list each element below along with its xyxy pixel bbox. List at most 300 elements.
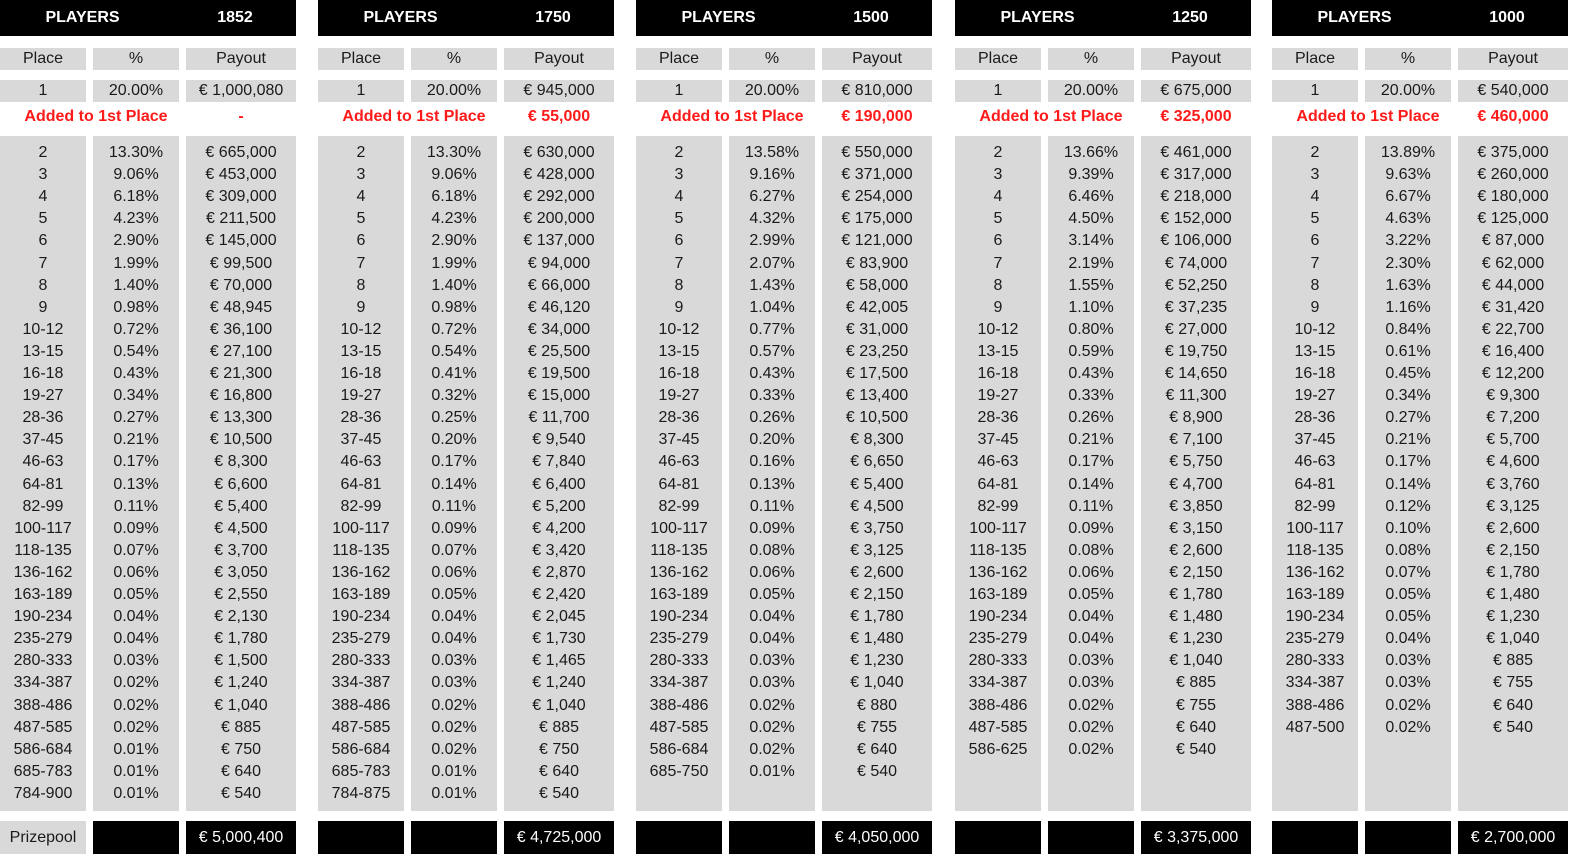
table-row-percent: 0.21% — [1385, 431, 1431, 449]
table-row-percent: 0.14% — [1068, 475, 1114, 493]
table-row-percent: 13.66% — [1063, 144, 1119, 161]
table-row-percent: 0.02% — [1068, 740, 1114, 758]
table-row-payout: € 23,250 — [845, 342, 909, 360]
table-row-place: 388-486 — [1285, 696, 1345, 714]
table-row-percent: 0.07% — [1385, 563, 1431, 581]
table-row-place: 190-234 — [968, 608, 1028, 626]
table-row-place: 5 — [674, 210, 684, 228]
table-row-payout: € 1,480 — [1169, 608, 1223, 626]
table-row-percent: 0.04% — [113, 630, 159, 648]
column-header-payout: Payout — [186, 48, 296, 70]
first-place-percent: 20.00% — [1365, 80, 1451, 102]
table-row-place: 100-117 — [1286, 519, 1344, 537]
table-row-place: 9 — [1310, 298, 1320, 316]
column-header-percent: % — [411, 48, 497, 70]
added-to-first-value: € 190,000 — [841, 108, 913, 125]
table-row-place: 4 — [1310, 188, 1320, 206]
table-row-payout: € 17,500 — [845, 365, 909, 382]
table-row-payout: € 2,870 — [532, 563, 586, 581]
table-row-place: 586-684 — [649, 740, 709, 758]
players-label: PLAYERS — [45, 9, 120, 26]
table-row-payout: € 94,000 — [527, 254, 591, 272]
table-row-place: 334-387 — [13, 674, 73, 692]
table-row-place: 7 — [356, 254, 366, 272]
table-row-percent: 0.02% — [113, 674, 159, 692]
table-row-place: 5 — [356, 210, 366, 228]
table-row-place: 37-45 — [1294, 431, 1336, 449]
place-column — [636, 136, 722, 811]
footer-blank-cell — [93, 821, 179, 854]
table-row-payout: € 6,650 — [850, 453, 904, 471]
table-row-percent: 0.11% — [113, 497, 159, 515]
table-row-percent: 0.34% — [113, 387, 159, 405]
column-header-place: Place — [636, 48, 722, 70]
table-row-payout: € 640 — [1175, 718, 1217, 736]
table-row-percent: 1.43% — [749, 276, 795, 294]
payout-table-1750 — [318, 0, 614, 854]
table-row-payout: € 3,750 — [850, 519, 904, 537]
table-row-payout: € 16,400 — [1481, 342, 1545, 360]
table-row-payout: € 5,700 — [1486, 431, 1540, 449]
table-row-payout: € 2,150 — [1169, 563, 1223, 581]
table-row-payout: € 2,600 — [1486, 519, 1540, 537]
table-row-percent: 0.03% — [1068, 674, 1114, 692]
table-row-percent: 0.26% — [1068, 409, 1114, 427]
table-row-place: 16-18 — [22, 365, 64, 382]
table-row-percent: 0.13% — [113, 475, 159, 493]
table-row-percent: 0.59% — [1068, 342, 1114, 360]
table-row-place: 190-234 — [331, 608, 391, 626]
table-row-payout: € 1,730 — [532, 630, 586, 648]
added-to-first-value: € 325,000 — [1160, 108, 1232, 125]
prizepool-value: € 3,375,000 — [1141, 821, 1251, 854]
table-row-place: 136-162 — [13, 563, 73, 581]
added-to-first-row — [318, 105, 614, 129]
table-row-place: 487-585 — [649, 718, 709, 736]
table-row-payout: € 121,000 — [841, 232, 913, 250]
table-row-payout: € 27,000 — [1164, 320, 1228, 338]
table-row-place: 82-99 — [977, 497, 1019, 515]
table-row-percent: 0.03% — [113, 652, 159, 670]
table-row-place: 487-585 — [331, 718, 391, 736]
table-row-payout: € 2,130 — [214, 608, 268, 626]
table-row-payout: € 106,000 — [1160, 232, 1232, 250]
table-row-percent: 0.26% — [749, 409, 795, 427]
table-row-place: 118-135 — [14, 541, 72, 559]
table-row-percent: 0.04% — [1068, 608, 1114, 626]
table-row-payout: € 640 — [538, 762, 580, 780]
table-row-percent: 0.84% — [1385, 320, 1431, 338]
table-row-percent: 0.01% — [113, 762, 159, 780]
table-row-percent: 4.63% — [1385, 210, 1431, 228]
table-row-place: 19-27 — [22, 387, 64, 405]
players-header — [318, 0, 614, 36]
table-row-place: 5 — [993, 210, 1003, 228]
players-count: 1500 — [853, 9, 889, 26]
table-row-place: 3 — [38, 166, 48, 184]
table-row-percent: 0.01% — [113, 740, 159, 758]
table-row-percent: 0.43% — [1068, 365, 1114, 382]
table-row-payout: € 8,900 — [1169, 409, 1223, 427]
table-row-place: 19-27 — [340, 387, 382, 405]
column-header-payout: Payout — [822, 48, 932, 70]
table-row-percent: 0.54% — [431, 342, 477, 360]
table-row-place: 6 — [38, 232, 48, 250]
table-row-percent: 0.77% — [749, 320, 795, 338]
table-row-place: 7 — [38, 254, 48, 272]
table-row-payout: € 453,000 — [205, 166, 277, 184]
table-row-place: 37-45 — [22, 431, 64, 449]
table-row-percent: 9.63% — [1385, 166, 1431, 184]
table-row-place: 280-333 — [331, 652, 391, 670]
table-row-payout: € 6,600 — [214, 475, 268, 493]
table-row-percent: 0.02% — [113, 696, 159, 714]
prizepool-value: € 4,725,000 — [504, 821, 614, 854]
table-row-payout: € 2,150 — [850, 586, 904, 603]
table-row-place: 5 — [38, 210, 48, 228]
table-row-percent: 0.08% — [1068, 541, 1114, 559]
table-row-place: 163-189 — [13, 586, 73, 603]
table-row-percent: 13.30% — [426, 144, 482, 161]
table-row-place: 8 — [993, 276, 1003, 294]
table-row-percent: 0.03% — [1068, 652, 1114, 670]
table-row-place: 7 — [674, 254, 684, 272]
table-row-percent: 6.18% — [113, 188, 159, 206]
table-row-percent: 0.09% — [749, 519, 795, 537]
table-row-place: 8 — [1310, 276, 1320, 294]
table-row-place: 9 — [356, 298, 366, 316]
table-row-place: 100-117 — [332, 519, 390, 537]
table-row-payout: € 1,230 — [850, 652, 904, 670]
table-row-place: 46-63 — [977, 453, 1019, 471]
table-row-percent: 0.01% — [431, 762, 477, 780]
table-row-percent: 0.09% — [1068, 519, 1114, 537]
table-row-percent: 0.34% — [1385, 387, 1431, 405]
payout-table-1500 — [636, 0, 932, 854]
first-place-payout: € 945,000 — [504, 80, 614, 102]
table-row-percent: 0.05% — [431, 586, 477, 603]
added-to-first-row — [636, 105, 932, 129]
table-row-place: 280-333 — [1285, 652, 1345, 670]
table-row-place: 235-279 — [1285, 630, 1345, 648]
table-row-place: 334-387 — [968, 674, 1028, 692]
table-row-payout: € 42,005 — [845, 298, 909, 316]
table-row-place: 16-18 — [1294, 365, 1336, 382]
table-row-place: 235-279 — [649, 630, 709, 648]
table-row-place: 487-500 — [1285, 718, 1345, 736]
table-row-percent: 0.61% — [1385, 342, 1431, 360]
percent-column — [1048, 136, 1134, 811]
table-row-payout: € 218,000 — [1160, 188, 1232, 206]
table-row-percent: 6.46% — [1068, 188, 1114, 206]
added-to-first-label: Added to 1st Place — [24, 108, 168, 125]
table-row-place: 118-135 — [969, 541, 1027, 559]
table-row-payout: € 137,000 — [523, 232, 595, 250]
prizepool-value: € 5,000,400 — [186, 821, 296, 854]
table-row-percent: 2.90% — [431, 232, 477, 250]
table-row-place: 7 — [1310, 254, 1320, 272]
table-row-place: 13-15 — [1294, 342, 1336, 360]
table-row-percent: 3.14% — [1068, 232, 1114, 250]
table-row-percent: 0.02% — [1068, 696, 1114, 714]
table-row-place: 19-27 — [1294, 387, 1336, 405]
table-row-payout: € 309,000 — [205, 188, 277, 206]
column-header-place: Place — [0, 48, 86, 70]
table-row-percent: 0.04% — [749, 608, 795, 626]
table-row-place: 37-45 — [658, 431, 700, 449]
table-row-payout: € 200,000 — [523, 210, 595, 228]
table-row-percent: 0.11% — [431, 497, 477, 515]
added-to-first-value: € 55,000 — [527, 108, 591, 125]
place-column — [955, 136, 1041, 811]
table-row-place: 100-117 — [650, 519, 708, 537]
table-row-percent: 0.21% — [1068, 431, 1114, 449]
table-row-payout: € 640 — [856, 740, 898, 758]
table-row-percent: 0.04% — [431, 630, 477, 648]
table-row-place: 3 — [674, 166, 684, 184]
footer-blank-cell — [1365, 821, 1451, 854]
table-row-payout: € 2,045 — [532, 608, 586, 626]
table-row-percent: 6.18% — [431, 188, 477, 206]
table-row-place: 64-81 — [340, 475, 382, 493]
table-row-payout: € 4,200 — [532, 519, 586, 537]
footer-blank-cell — [636, 821, 722, 854]
table-row-percent: 0.05% — [1068, 586, 1114, 603]
table-row-place: 190-234 — [1285, 608, 1345, 626]
table-row-place: 586-684 — [331, 740, 391, 758]
table-row-percent: 0.03% — [1385, 674, 1431, 692]
table-row-place: 4 — [356, 188, 366, 206]
added-to-first-value: € 460,000 — [1477, 108, 1549, 125]
table-row-percent: 4.32% — [749, 210, 795, 228]
table-row-place: 10-12 — [1294, 320, 1336, 338]
players-header — [636, 0, 932, 36]
table-row-payout: € 3,420 — [532, 541, 586, 559]
table-row-payout: € 2,600 — [1169, 541, 1223, 559]
players-label: PLAYERS — [681, 9, 756, 26]
table-row-percent: 0.13% — [749, 475, 795, 493]
table-row-payout: € 11,700 — [528, 409, 590, 427]
table-row-percent: 1.99% — [431, 254, 477, 272]
table-row-payout: € 750 — [220, 740, 262, 758]
table-row-place: 46-63 — [658, 453, 700, 471]
table-row-percent: 6.67% — [1385, 188, 1431, 206]
table-row-percent: 0.20% — [431, 431, 477, 449]
table-row-percent: 0.17% — [431, 453, 477, 471]
table-row-payout: € 21,300 — [209, 365, 273, 382]
table-row-place: 82-99 — [340, 497, 382, 515]
table-row-percent: 0.27% — [1385, 409, 1431, 427]
table-row-percent: 0.20% — [749, 431, 795, 449]
table-row-place: 8 — [38, 276, 48, 294]
table-row-percent: 2.07% — [749, 254, 795, 272]
table-row-payout: € 36,100 — [209, 320, 273, 338]
table-row-payout: € 428,000 — [523, 166, 595, 184]
first-place: 1 — [955, 80, 1041, 102]
table-row-payout: € 885 — [538, 718, 580, 736]
table-row-percent: 0.06% — [113, 563, 159, 581]
table-row-payout: € 46,120 — [527, 298, 591, 316]
table-row-percent: 1.10% — [1068, 298, 1114, 316]
table-row-percent: 2.30% — [1385, 254, 1431, 272]
column-header-percent: % — [1365, 48, 1451, 70]
table-row-percent: 0.57% — [749, 342, 795, 360]
table-row-place: 13-15 — [22, 342, 64, 360]
table-row-payout: € 10,500 — [845, 409, 909, 427]
table-row-place: 280-333 — [13, 652, 73, 670]
table-row-place: 10-12 — [22, 320, 64, 338]
table-row-percent: 0.17% — [1385, 453, 1431, 471]
footer-blank-cell — [955, 821, 1041, 854]
table-row-payout: € 1,230 — [1169, 630, 1223, 648]
prizepool-value: € 4,050,000 — [822, 821, 932, 854]
table-row-place: 37-45 — [977, 431, 1019, 449]
table-row-percent: 0.33% — [1068, 387, 1114, 405]
table-row-percent: 0.72% — [113, 320, 159, 338]
table-row-place: 388-486 — [968, 696, 1028, 714]
table-row-payout: € 2,420 — [532, 586, 586, 603]
table-row-payout: € 750 — [538, 740, 580, 758]
first-place-payout: € 1,000,080 — [186, 80, 296, 102]
table-row-payout: € 74,000 — [1164, 254, 1228, 272]
table-row-place: 388-486 — [13, 696, 73, 714]
table-row-percent: 0.32% — [431, 387, 477, 405]
table-row-place: 118-135 — [1286, 541, 1344, 559]
footer-blank-cell — [729, 821, 815, 854]
table-row-payout: € 11,300 — [1165, 387, 1227, 405]
table-row-place: 4 — [38, 188, 48, 206]
table-row-place: 64-81 — [658, 475, 700, 493]
percent-column — [93, 136, 179, 811]
table-row-percent: 0.80% — [1068, 320, 1114, 338]
table-row-percent: 1.99% — [113, 254, 159, 272]
table-row-percent: 0.02% — [749, 740, 795, 758]
percent-column — [729, 136, 815, 811]
table-row-payout: € 1,780 — [1486, 563, 1540, 581]
table-row-percent: 0.07% — [431, 541, 477, 559]
table-row-percent: 0.45% — [1385, 365, 1431, 382]
table-row-percent: 0.05% — [1385, 586, 1431, 603]
table-row-place: 9 — [993, 298, 1003, 316]
table-row-payout: € 1,240 — [532, 674, 586, 692]
payout-column — [504, 136, 614, 811]
table-row-payout: € 885 — [220, 718, 262, 736]
table-row-percent: 2.99% — [749, 232, 795, 250]
table-row-percent: 0.02% — [1068, 718, 1114, 736]
table-row-place: 163-189 — [968, 586, 1028, 603]
table-row-percent: 0.17% — [113, 453, 159, 471]
table-row-percent: 0.98% — [431, 298, 477, 316]
table-row-place: 6 — [674, 232, 684, 250]
table-row-payout: € 755 — [1175, 696, 1217, 714]
table-row-percent: 13.30% — [108, 144, 164, 161]
payout-column — [1141, 136, 1251, 811]
players-count: 1000 — [1489, 9, 1525, 26]
table-row-payout: € 1,240 — [214, 674, 268, 692]
table-row-place: 136-162 — [649, 563, 709, 581]
table-row-place: 586-684 — [13, 740, 73, 758]
table-row-payout: € 48,945 — [209, 298, 273, 316]
table-row-payout: € 9,300 — [1486, 387, 1540, 405]
table-row-place: 64-81 — [977, 475, 1019, 493]
table-row-percent: 0.04% — [431, 608, 477, 626]
table-row-payout: € 1,040 — [214, 696, 268, 714]
table-row-payout: € 125,000 — [1477, 210, 1549, 228]
table-row-percent: 0.11% — [749, 497, 795, 515]
table-row-payout: € 540 — [220, 784, 262, 802]
table-row-place: 6 — [993, 232, 1003, 250]
table-row-percent: 0.09% — [431, 519, 477, 537]
players-count: 1750 — [535, 9, 571, 26]
table-row-payout: € 16,800 — [209, 387, 273, 405]
table-row-payout: € 6,400 — [532, 475, 586, 493]
table-row-place: 46-63 — [340, 453, 382, 471]
table-row-payout: € 3,150 — [1169, 519, 1223, 537]
table-row-payout: € 1,465 — [532, 652, 586, 670]
table-row-payout: € 3,850 — [1169, 497, 1223, 515]
column-header-percent: % — [93, 48, 179, 70]
table-row-payout: € 5,400 — [214, 497, 268, 515]
table-row-place: 2 — [1310, 144, 1320, 161]
table-row-place: 28-36 — [340, 409, 382, 427]
payout-table-1250 — [955, 0, 1251, 854]
table-row-place: 2 — [674, 144, 684, 161]
table-row-place: 163-189 — [331, 586, 391, 603]
table-row-percent: 0.14% — [431, 475, 477, 493]
table-row-percent: 0.17% — [1068, 453, 1114, 471]
table-row-percent: 0.03% — [749, 674, 795, 692]
column-header-place: Place — [318, 48, 404, 70]
table-row-percent: 0.10% — [1385, 519, 1431, 537]
table-row-percent: 1.40% — [113, 276, 159, 294]
payout-table-1000 — [1272, 0, 1568, 854]
column-header-payout: Payout — [504, 48, 614, 70]
table-row-place: 388-486 — [649, 696, 709, 714]
table-row-place: 334-387 — [331, 674, 391, 692]
table-row-place: 16-18 — [340, 365, 382, 382]
table-row-place: 190-234 — [13, 608, 73, 626]
table-row-percent: 1.63% — [1385, 276, 1431, 294]
column-header-percent: % — [729, 48, 815, 70]
players-count: 1852 — [217, 9, 253, 26]
added-to-first-label: Added to 1st Place — [979, 108, 1123, 125]
table-row-payout: € 8,300 — [850, 431, 904, 449]
table-row-place: 586-625 — [968, 740, 1028, 758]
table-row-place: 100-117 — [969, 519, 1027, 537]
table-row-payout: € 13,400 — [845, 387, 909, 405]
table-row-payout: € 19,500 — [527, 365, 591, 382]
table-row-payout: € 1,480 — [850, 630, 904, 648]
table-row-payout: € 317,000 — [1160, 166, 1232, 184]
table-row-place: 3 — [1310, 166, 1320, 184]
table-row-place: 4 — [674, 188, 684, 206]
players-label: PLAYERS — [1000, 9, 1075, 26]
table-row-percent: 0.14% — [1385, 475, 1431, 493]
added-to-first-label: Added to 1st Place — [342, 108, 486, 125]
table-row-payout: € 375,000 — [1477, 144, 1549, 161]
table-row-payout: € 1,780 — [214, 630, 268, 648]
table-row-place: 8 — [356, 276, 366, 294]
first-place: 1 — [0, 80, 86, 102]
table-row-payout: € 5,750 — [1169, 453, 1223, 471]
first-place-percent: 20.00% — [729, 80, 815, 102]
table-row-payout: € 4,700 — [1169, 475, 1223, 493]
table-row-percent: 0.06% — [1068, 563, 1114, 581]
table-row-payout: € 292,000 — [523, 188, 595, 206]
footer-blank-cell — [1048, 821, 1134, 854]
percent-column — [411, 136, 497, 811]
table-row-payout: € 371,000 — [841, 166, 913, 184]
